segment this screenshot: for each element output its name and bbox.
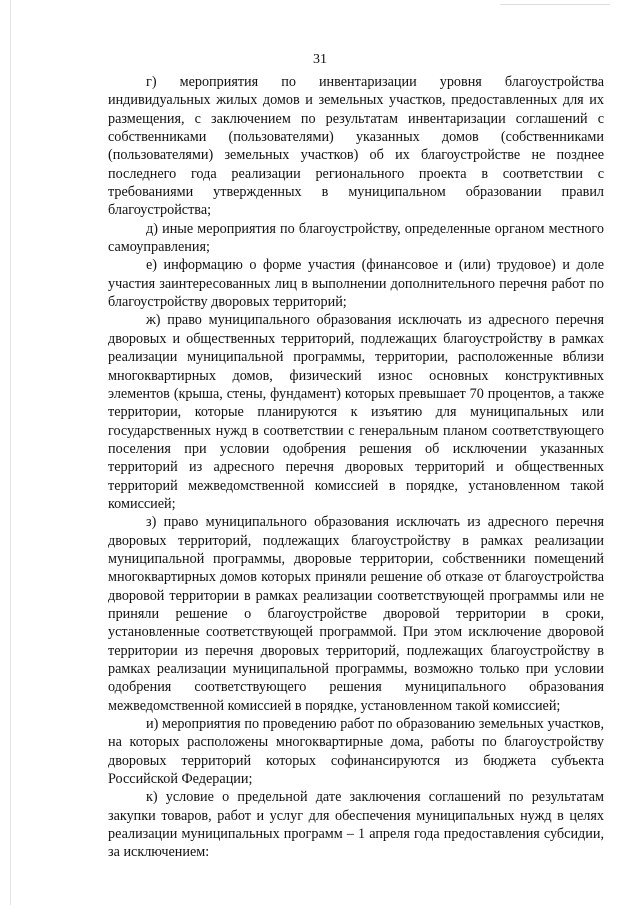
paragraph-i: и) мероприятия по проведению работ по образованию земельных участков, на которых расположены многоквартирные дома, работы по благоустройству дворовых территорий которых софинансируются из бюджета субъекта Российской Федерации; bbox=[108, 716, 604, 788]
paragraph-g: г) мероприятия по инвентаризации уровня благоустройства индивидуальных жилых домов и земельных участков, предоставленных для их размещения, с заключением по результатам инвентаризации соглашений с собственниками (пользователями) указанных домов (собственниками (пользователями) земельных участков) об их благоустройстве не позднее последнего года реализации регионального проекта в соответствии с требованиями утвержденных в муниципальном образовании правил благоустройства; bbox=[108, 74, 604, 219]
paragraph-d: д) иные мероприятия по благоустройству, определенные органом местного самоуправления; bbox=[108, 220, 604, 256]
paragraph-e: е) информацию о форме участия (финансовое и (или) трудовое) и доле участия заинтересованных лиц в выполнении дополнительного перечня работ по благоустройству дворовых территорий; bbox=[108, 257, 604, 311]
paragraph-k: к) условие о предельной дате заключения соглашений по результатам закупки товаров, работ и услуг для обеспечения муниципальных нужд в целях реализации муниципальных программ – 1 апреля года предоставления субсидии, за исключением: bbox=[108, 789, 604, 861]
page-number: 31 bbox=[313, 52, 327, 67]
body-text bbox=[108, 73, 604, 862]
paragraph-zh: ж) право муниципального образования исключать из адресного перечня дворовых и общественных территорий, подлежащих благоустройству в рамках реализации муниципальной программы, территории, расположенные вблизи многоквартирных домов, физический износ основных конструктивных элементов (крыша, стены, фундамент) которых превышает 70 процентов, а также территории, которые планируются к изъятию для муниципальных или государственных нужд в соответствии с генеральным планом соответствующего поселения при условии одобрения решения об исключении указанных территорий из адресного перечня дворовых территорий и общественных территорий межведомственной комиссией в порядке, установленном такой комиссией; bbox=[108, 312, 604, 512]
paragraph-z: з) право муниципального образования исключать из адресного перечня дворовых территорий, подлежащих благоустройству в рамках реализации муниципальной программы, дворовые территории, собственники помещений многоквартирных домов которых приняли решение об отказе от благоустройства дворовой территории в рамках реализации соответствующей программы или не приняли решение о благоустройстве дворовой территории в сроки, установленные соответствующей программой. При этом исключение дворовой территории из перечня дворовых территорий, подлежащих благоустройству в рамках реализации муниципальной программы, возможно только при условии одобрения соответствующего решения муниципального образования межведомственной комиссией в порядке, установленном такой комиссией; bbox=[108, 514, 604, 714]
scan-edge bbox=[10, 0, 11, 905]
scan-mark bbox=[500, 4, 610, 5]
